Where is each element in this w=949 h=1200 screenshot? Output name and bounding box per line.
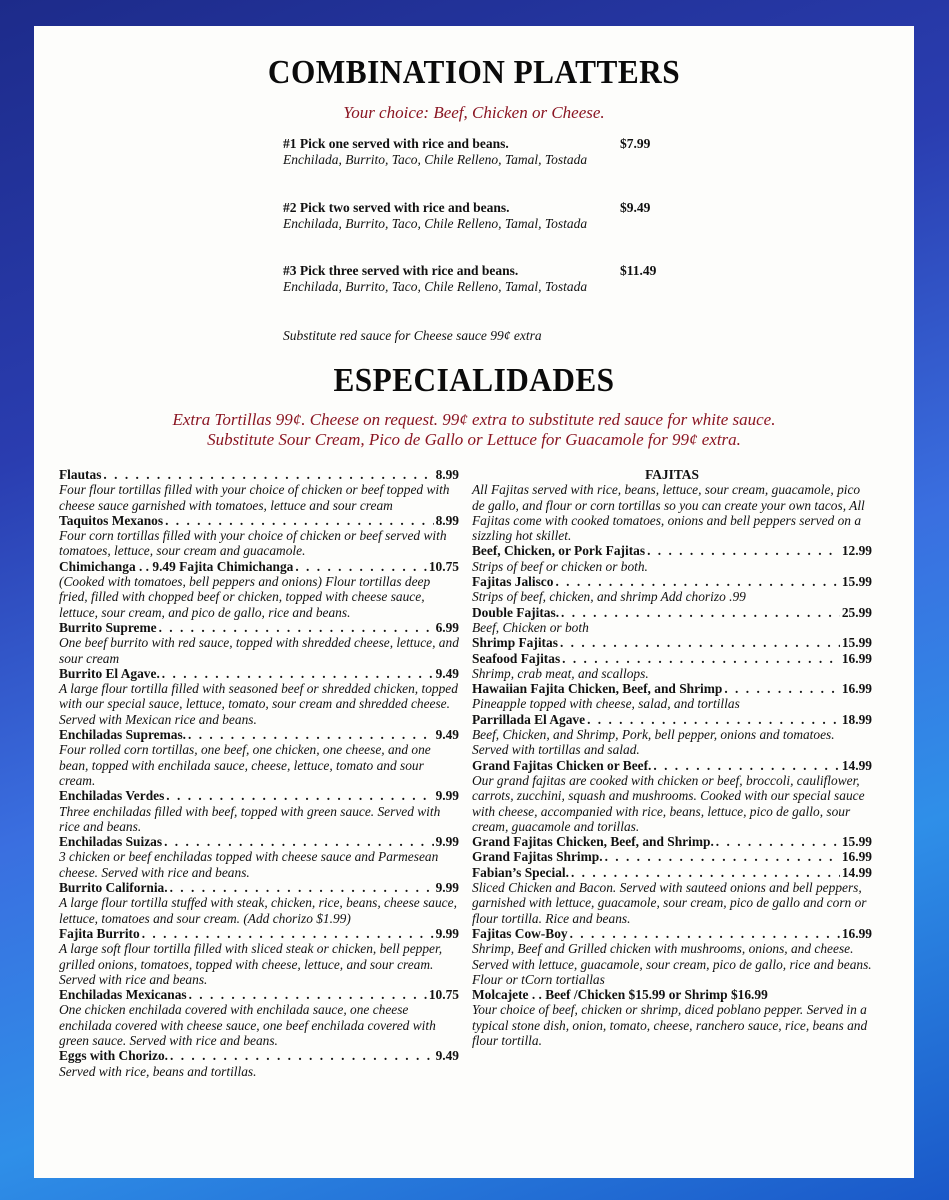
item-name: Enchiladas Suizas (59, 834, 163, 850)
item-desc: Strips of beef or chicken or both. (472, 558, 648, 574)
item-price: 15.99 (841, 834, 872, 850)
combo-price: $11.49 (620, 263, 657, 278)
item-desc: Strips of beef, chicken, and shrimp Add chorizo .99 (472, 589, 746, 605)
item-price: 25.99 (841, 604, 872, 620)
item-desc: Four flour tortillas filled with your choice of chicken or beef topped with cheese sauce garnished with tomatoes, lettuce and sour cream (59, 482, 450, 513)
dot-leader (571, 865, 840, 880)
menu-item (59, 727, 459, 788)
dot-leader (164, 834, 433, 849)
menu-item (472, 574, 872, 605)
combo-price: $9.49 (620, 200, 651, 215)
dot-leader (295, 559, 427, 574)
item-desc: A large flour tortilla stuffed with steak, chicken, rice, beans, cheese sauce, lettuce, tomatoes and sour cream. (Add chorizo $1.99) (59, 895, 457, 926)
item-price: 18.99 (841, 711, 872, 727)
item-name: Taquitos Mexanos (59, 512, 164, 528)
combo-item (283, 136, 703, 167)
menu-item (59, 1048, 459, 1079)
fajitas-column (472, 467, 872, 1048)
menu-item (59, 788, 459, 834)
item-name: Enchiladas Verdes (59, 788, 165, 804)
item-name: Hawaiian Fajita Chicken, Beef, and Shrimp (472, 681, 723, 697)
fajitas-title: FAJITAS (645, 467, 699, 482)
especialidades-note-line2: Substitute Sour Cream, Pico de Gallo or Lettuce for Guacamole for 99¢ extra. (207, 430, 741, 449)
item-price: 9.99 (435, 788, 459, 804)
menu-item (59, 467, 459, 513)
menu-item (59, 987, 459, 1048)
molcajete-head: Molcajete . . Beef /Chicken $15.99 or Shrimp $16.99 (472, 987, 768, 1003)
item-name: Grand Fajitas Shrimp. (472, 849, 603, 865)
item-desc: Four rolled corn tortillas, one beef, one chicken, one cheese, and one bean, topped with enchilada sauce, cheese, lettuce, tomato and sour cream. (59, 742, 431, 788)
item-name: Fajita Burrito (59, 925, 140, 941)
dot-leader (560, 635, 840, 650)
item-price: 8.99 (435, 467, 459, 482)
item-name: Double Fajitas. (472, 604, 560, 620)
item-name: Flautas (59, 467, 102, 482)
dot-leader (142, 926, 434, 941)
dot-leader (166, 788, 433, 803)
fajitas-list (472, 543, 872, 987)
combination-subtitle: Your choice: Beef, Chicken or Cheese. (343, 103, 605, 122)
menu-item (59, 880, 459, 926)
fajitas-intro: All Fajitas served with rice, beans, lettuce, sour cream, guacamole, pico de gallo, and flour or corn tortillas so you can create your own tacos, All Fajitas come with cooked tomatoes, onions and bell peppers served on a sizzling hot skillet. (472, 482, 865, 544)
dot-leader (716, 834, 840, 849)
dot-leader (188, 727, 434, 742)
menu-item (472, 758, 872, 834)
item-name: Eggs with Chorizo. (59, 1048, 168, 1064)
item-name: Burrito El Agave. (59, 665, 160, 681)
dot-leader (103, 467, 433, 482)
item-desc: Shrimp, crab meat, and scallops. (472, 665, 649, 681)
item-desc: Beef, Chicken or both (472, 619, 589, 635)
dot-leader (555, 574, 839, 589)
menu-item (59, 513, 459, 559)
item-desc: Shrimp, Beef and Grilled chicken with mushrooms, onions, and cheese. Served with lettuce, guacamole, sour cream, pico de gallo, rice and beans. Flour or tCorn tortiallas (472, 941, 872, 987)
item-price: 9.99 (435, 880, 459, 896)
menu-item (59, 834, 459, 880)
item-desc: Four corn tortillas filled with your choice of chicken or beef served with tomatoes, lettuce, sour cream and guacamole. (59, 528, 447, 559)
menu-item (472, 635, 872, 650)
left-column (59, 467, 459, 1079)
menu-card (34, 26, 914, 1178)
dot-leader (562, 651, 840, 666)
item-desc: A large soft flour tortilla filled with sliced steak or chicken, bell pepper, grilled onions, tomatoes, topped with cheese, lettuce, and sour cream. Served with rice and beans. (59, 941, 443, 987)
menu-item (472, 834, 872, 849)
item-name: Parrillada El Agave (472, 711, 586, 727)
menu-item (59, 926, 459, 987)
item-price: 9.49 (435, 1048, 459, 1064)
item-price: 6.99 (435, 619, 459, 635)
item-price: 16.99 (841, 849, 872, 865)
item-desc: Beef, Chicken, and Shrimp, Pork, bell pepper, onions and tomatoes. Served with tortillas and salad. (472, 727, 835, 758)
menu-item (472, 849, 872, 864)
item-desc: Served with rice, beans and tortillas. (59, 1063, 257, 1079)
item-name: Fajitas Jalisco (472, 574, 554, 590)
item-price: 10.75 (428, 987, 459, 1003)
dot-leader (170, 1048, 434, 1063)
item-price: 9.99 (435, 925, 459, 941)
item-name: Shrimp Fajitas (472, 635, 558, 651)
menu-item (472, 605, 872, 636)
dot-leader (162, 666, 434, 681)
dot-leader (647, 543, 840, 558)
item-name: Fabian’s Special. (472, 864, 569, 880)
combo-head: #1 Pick one served with rice and beans. (283, 136, 509, 151)
menu-item (472, 712, 872, 758)
item-desc: Sliced Chicken and Bacon. Served with sauteed onions and bell peppers, garnished with lettuce, guacamole, sour cream, pico de gallo and corn or flour tortilla. Rice and beans. (472, 880, 867, 926)
item-desc: 3 chicken or beef enchiladas topped with cheese sauce and Parmesean cheese. Served with rice and beans. (59, 849, 439, 880)
item-price: 16.99 (841, 650, 872, 666)
item-name: Burrito California. (59, 880, 168, 896)
item-name: Enchiladas Supremas. (59, 727, 187, 743)
menu-item (472, 651, 872, 682)
item-name: Enchiladas Mexicanas (59, 987, 187, 1003)
menu-item (472, 926, 872, 987)
menu-item (472, 681, 872, 712)
item-price: 9.49 (435, 727, 459, 743)
dot-leader (587, 712, 840, 727)
item-desc: (Cooked with tomatoes, bell peppers and onions) Flour tortillas deep fried, filled with chopped beef or chicken, topped with cheese sauce, lettuce, sour cream, and pico de gallo, rice and beans. (59, 574, 431, 620)
item-price: 15.99 (841, 574, 872, 590)
dot-leader (653, 758, 839, 773)
combo-item (283, 200, 703, 231)
dot-leader (170, 880, 434, 895)
dot-leader (561, 605, 840, 620)
combination-note: Substitute red sauce for Cheese sauce 99¢ extra (283, 328, 542, 343)
item-price: 14.99 (841, 757, 872, 773)
item-price: 14.99 (841, 864, 872, 880)
item-desc: A large flour tortilla filled with seasoned beef or shredded chicken, topped with our special sauce, lettuce, tomato, sour cream and shredded cheese. Served with Mexican rice and beans. (59, 681, 458, 727)
item-name: Chimichanga . . 9.49 Fajita Chimichanga (59, 558, 294, 574)
item-price: 16.99 (841, 925, 872, 941)
especialidades-note (34, 410, 914, 450)
item-price: 10.75 (428, 558, 459, 574)
item-price: 16.99 (841, 681, 872, 697)
combo-item (283, 263, 703, 294)
dot-leader (570, 926, 840, 941)
combo-desc: Enchilada, Burrito, Taco, Chile Relleno, Tamal, Tostada (283, 278, 588, 294)
especialidades-title: ESPECIALIDADES (333, 362, 615, 399)
item-name: Beef, Chicken, or Pork Fajitas (472, 543, 646, 559)
combo-head: #2 Pick two served with rice and beans. (283, 200, 510, 215)
menu-item (59, 666, 459, 727)
combo-desc: Enchilada, Burrito, Taco, Chile Relleno, Tamal, Tostada (283, 151, 588, 167)
combo-price: $7.99 (620, 136, 651, 151)
item-desc: Our grand fajitas are cooked with chicken or beef, broccoli, cauliflower, carrots, zucchini, squash and mushrooms. Cooked with our special sauce with cheese, accompanied with rice, beans, lettuce, pico de gallo, sour cream, guacamole and torillas. (472, 772, 865, 834)
item-desc: Pineapple topped with cheese, salad, and tortillas (472, 696, 740, 712)
dot-leader (189, 987, 427, 1002)
menu-item (59, 559, 459, 620)
item-price: 9.99 (435, 834, 459, 850)
combo-head: #3 Pick three served with rice and beans. (283, 263, 519, 278)
menu-item (472, 543, 872, 574)
item-desc: One chicken enchilada covered with enchilada sauce, one cheese enchilada covered with cheese sauce, one beef enchilada covered with green sauce. Served with rice and beans. (59, 1002, 436, 1048)
item-desc: One beef burrito with red sauce, topped with shredded cheese, lettuce, and sour cream (59, 635, 459, 666)
item-name: Grand Fajitas Chicken or Beef. (472, 757, 652, 773)
item-price: 9.49 (435, 665, 459, 681)
dot-leader (724, 681, 840, 696)
menu-item (59, 620, 459, 666)
item-price: 8.99 (435, 512, 459, 528)
dot-leader (159, 620, 434, 635)
dot-leader (165, 513, 434, 528)
item-name: Grand Fajitas Chicken, Beef, and Shrimp. (472, 834, 714, 850)
item-name: Burrito Supreme (59, 619, 157, 635)
molcajete-desc: Your choice of beef, chicken or shrimp, diced poblano pepper. Served in a typical stone dish, onion, tomato, cheese, ranchero sauce, rice, beans and flour tortilla. (472, 1002, 868, 1048)
combination-title: COMBINATION PLATTERS (267, 54, 681, 91)
dot-leader (605, 849, 840, 864)
menu-item (472, 865, 872, 926)
item-name: Fajitas Cow-Boy (472, 925, 568, 941)
item-price: 15.99 (841, 635, 872, 651)
item-name: Seafood Fajitas (472, 650, 561, 666)
especialidades-note-line1: Extra Tortillas 99¢. Cheese on request. 99¢ extra to substitute red sauce for white sauce. (172, 410, 776, 429)
item-price: 12.99 (841, 543, 872, 559)
item-desc: Three enchiladas filled with beef, topped with green sauce. Served with rice and beans. (59, 803, 441, 834)
combo-desc: Enchilada, Burrito, Taco, Chile Relleno, Tamal, Tostada (283, 215, 588, 231)
